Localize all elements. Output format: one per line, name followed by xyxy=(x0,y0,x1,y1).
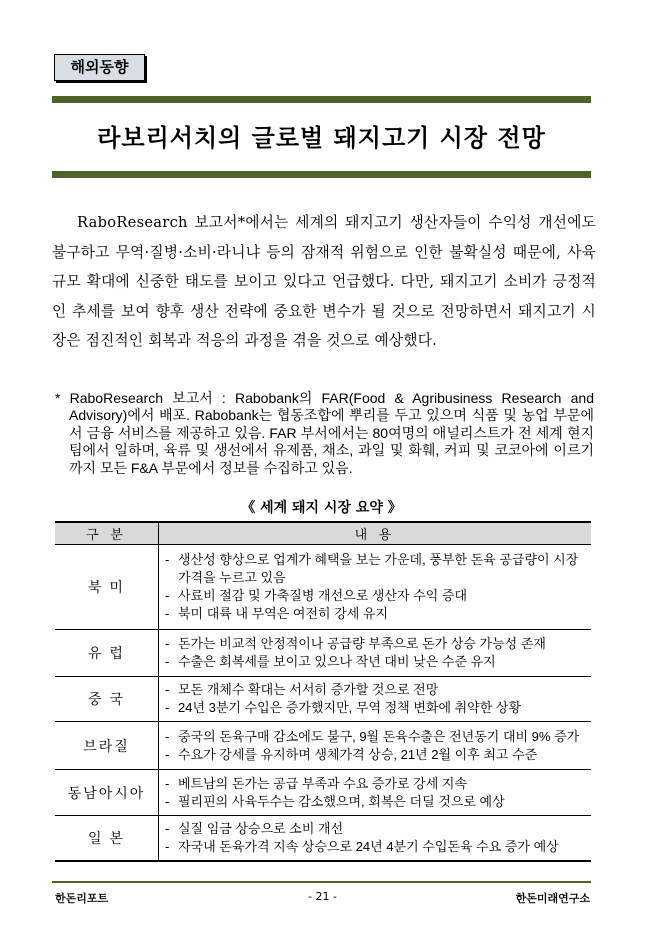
page-number: - 21 - xyxy=(308,890,337,903)
content-cell xyxy=(159,677,592,722)
table-row xyxy=(55,722,591,770)
bullet-item: - 필리핀의 사육두수는 감소했으며, 회복은 더딜 것으로 예상 xyxy=(165,793,505,809)
bullet-item: - 모돈 개체수 확대는 서서히 증가할 것으로 전망 xyxy=(165,682,439,697)
bullet-item: - 사료비 절감 및 가축질병 개선으로 생산자 수익 증대 xyxy=(165,588,468,603)
table-row xyxy=(55,816,591,861)
bullet-item: - 중국의 돈육구매 감소에도 불구, 9월 돈육수출은 전년동기 대비 9% 증가 xyxy=(165,728,580,744)
footer-publisher: 한돈미래연구소 xyxy=(515,892,590,905)
table-row xyxy=(55,677,591,722)
content-cell xyxy=(159,816,592,861)
header-content: 내 용 xyxy=(159,522,592,545)
table-row xyxy=(55,770,591,816)
title-rule-bottom xyxy=(52,171,591,178)
bullet-item: - 수요가 강세를 유지하며 생체가격 상승, 21년 2월 이후 최고 수준 xyxy=(165,746,538,762)
content-cell xyxy=(159,545,592,630)
footnote: * RaboResearch 보고서 : Rabobank의 FAR(Food & Agribusiness Research and Advisory)에서 배포. Rabobank는 협동조합에 뿌리를 두고 있으며 식품 및 농업 부문에서 금융 서비스를 제공하고 있음. FAR 부서에서는 80여명의 애널리스트가 전 세계 현지팀에서 일하며, 육류 및 생선에서 유제품, 채소, 과일 및 화훼, 커피 및 코코아에 이르기까지 모든 F&A 부문에서 정보를 수집하고 있음. xyxy=(55,390,594,476)
bullet-item: - 생산성 향상으로 업계가 혜택을 보는 가운데, 풍부한 돈육 공급량이 시장가격을 누르고 있음 xyxy=(165,552,579,585)
footer-publication: 한돈리포트 xyxy=(55,892,109,905)
region-cell: 유 럽 xyxy=(55,630,159,677)
table-header-row xyxy=(55,522,591,545)
content-cell xyxy=(159,770,592,816)
table-row xyxy=(55,630,591,677)
region-cell: 일 본 xyxy=(55,816,159,861)
body-paragraph: RaboResearch 보고서*에서는 세계의 돼지고기 생산자들이 수익성 개선에도 불구하고 무역·질병·소비·라니냐 등의 잠재적 위험으로 인한 불확실성 때문에, 사육 규모 확대에 신중한 태도를 보이고 있다고 언급했다. 다만, 돼지고기 소비가 긍정적인 추세를 보여 향후 생산 전략에 중요한 변수가 될 것으로 전망하면서 돼지고기 시장은 점진적인 회복과 적응의 과정을 겪을 것으로 예상했다. xyxy=(52,214,596,350)
region-cell: 중 국 xyxy=(55,677,159,722)
bullet-item: - 돈가는 비교적 안정적이나 공급량 부족으로 돈가 상승 가능성 존재 xyxy=(165,636,546,651)
section-badge: 해외동향 xyxy=(54,54,145,81)
footer-rule xyxy=(52,881,591,883)
region-cell: 북 미 xyxy=(55,545,159,630)
region-cell: 브라질 xyxy=(55,722,159,770)
bullet-item: - 베트남의 돈가는 공급 부족과 수요 증가로 강세 지속 xyxy=(165,775,468,791)
bullet-item: - 실질 임금 상승으로 소비 개선 xyxy=(165,820,344,836)
table-title: 《 세계 돼지 시장 요약 》 xyxy=(241,500,402,516)
bullet-item: - 북미 대륙 내 무역은 여전히 강세 유지 xyxy=(165,606,389,621)
region-cell: 동남아시아 xyxy=(55,770,159,816)
bullet-item: - 24년 3분기 수입은 증가했지만, 무역 정책 변화에 취약한 상황 xyxy=(165,700,522,715)
content-cell xyxy=(159,630,592,677)
summary-table xyxy=(55,521,591,862)
header-category: 구 분 xyxy=(55,522,159,545)
page-title: 라보리서치의 글로벌 돼지고기 시장 전망 xyxy=(97,124,546,152)
content-cell xyxy=(159,722,592,770)
table-row xyxy=(55,545,591,630)
bullet-item: - 자국내 돈육가격 지속 상승으로 24년 4분기 수입돈육 수요 증가 예상 xyxy=(165,838,559,854)
title-rule-top xyxy=(52,96,591,103)
bullet-item: - 수출은 회복세를 보이고 있으나 작년 대비 낮은 수준 유지 xyxy=(165,654,496,669)
